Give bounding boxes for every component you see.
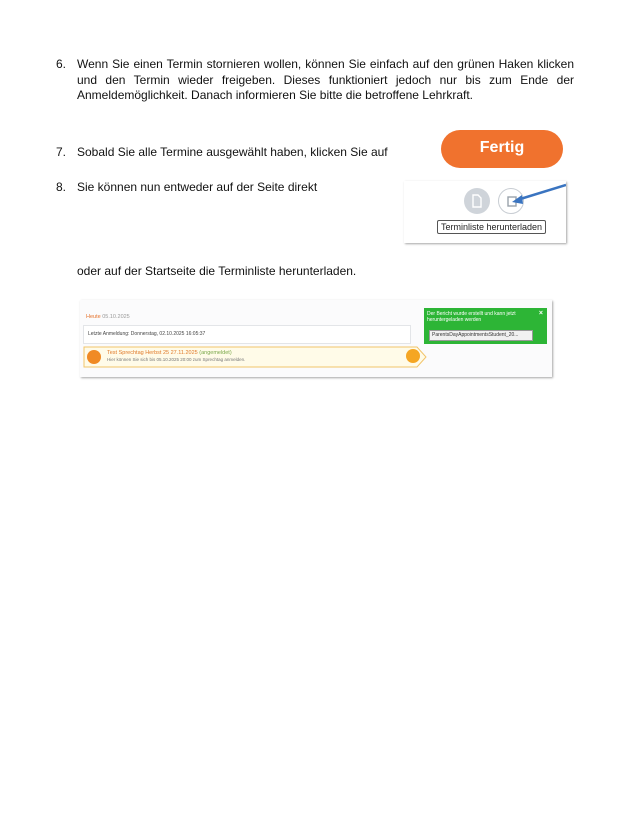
today-line	[86, 314, 130, 320]
last-login-card	[83, 325, 411, 344]
event-card[interactable]	[83, 346, 427, 368]
today-date: 05.10.2025	[102, 314, 130, 320]
download-file-link[interactable]: ParentsDayAppointmentsStudent_20...	[429, 330, 533, 341]
step-text: Sobald Sie alle Termine ausgewählt haben, klicken Sie auf	[77, 145, 388, 159]
last-login-text: Letzte Anmeldung: Donnerstag, 02.10.2025 16:05:37	[88, 331, 206, 337]
success-notification	[424, 308, 547, 344]
startpage-screenshot	[80, 300, 552, 377]
step-number: 6.	[56, 57, 67, 71]
step-text: Wenn Sie einen Termin stornieren wollen, können Sie einfach auf den grünen Haken klicken und den Termin wieder freigeben. Dieses funktioniert jedoch nur bis zum Ende der Anmeldemöglichkeit. Danach informieren Sie bitte die betroffene Lehrkraft.	[77, 57, 574, 102]
event-title: Test Sprechtag Herbst 25	[107, 350, 170, 356]
people-icon	[87, 350, 101, 364]
event-status: (angemeldet)	[199, 350, 232, 356]
step-text: Sie können nun entweder auf der Seite direkt	[77, 180, 318, 194]
today-label: Heute	[86, 314, 101, 320]
step-number: 8.	[56, 180, 67, 194]
notification-message: Der Bericht wurde erstellt und kann jetzt heruntergeladen werden	[427, 311, 516, 323]
event-date: 27.11.2025	[170, 350, 198, 356]
close-icon[interactable]: ×	[538, 310, 543, 317]
event-line	[107, 350, 232, 356]
tooltip: Terminliste herunterladen	[437, 220, 546, 234]
fertig-button[interactable]: Fertig	[441, 130, 563, 168]
step-number: 7.	[56, 145, 67, 159]
download-screenshot	[404, 181, 566, 243]
download-icon[interactable]	[406, 349, 420, 363]
event-subtext: Hier können Sie sich bis 05.10.2025 20:00 zum Sprechtag anmelden.	[107, 357, 246, 362]
paragraph: oder auf der Startseite die Terminliste herunterladen.	[77, 264, 357, 278]
